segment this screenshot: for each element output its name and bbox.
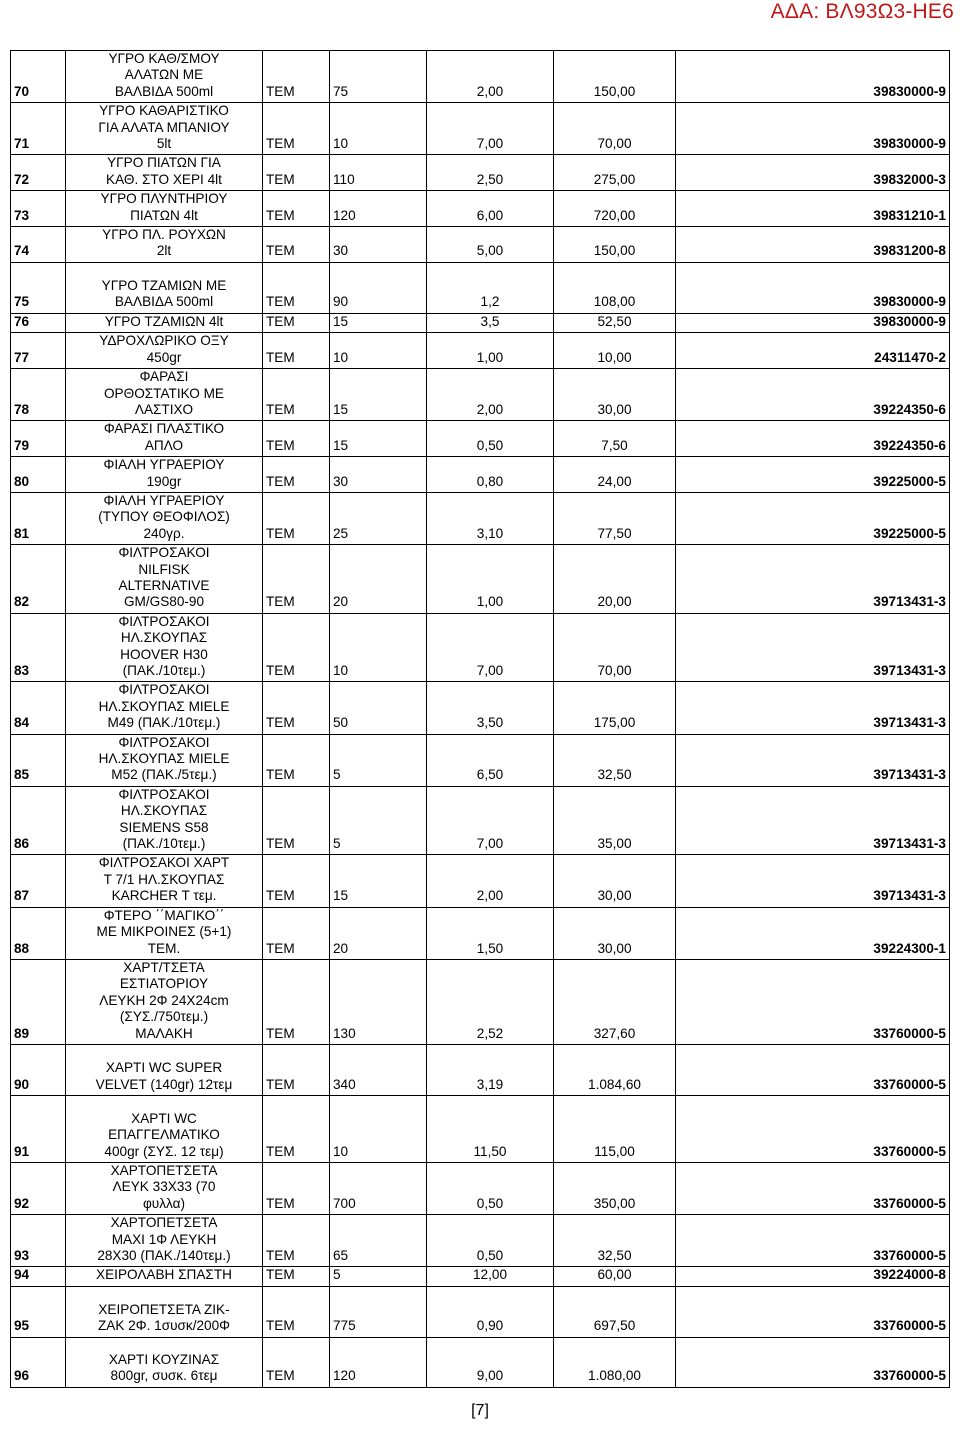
item-description: ΧΑΡΤΙ WC SUPER VELVET (140gr) 12τεμ: [66, 1044, 263, 1095]
row-number: 72: [11, 155, 66, 191]
row-number: 88: [11, 907, 66, 959]
item-unit-price: 9,00: [427, 1337, 554, 1387]
item-quantity: 120: [330, 1337, 427, 1387]
item-description: ΦΙΛΤΡΟΣΑΚΟΙ ΗΛ.ΣΚΟΥΠΑΣ HOOVER H30 (ΠΑΚ./10τεμ.): [66, 613, 263, 682]
table-row: [11, 613, 950, 682]
item-unit: ΤΕΜ: [263, 1215, 330, 1267]
row-number: 89: [11, 959, 66, 1044]
item-cpv-code: 39831200-8: [676, 227, 950, 263]
item-quantity: 110: [330, 155, 427, 191]
row-number: 73: [11, 191, 66, 227]
row-number: 81: [11, 492, 66, 544]
item-description: ΦΑΡΑΣΙ ΠΛΑΣΤΙΚΟ ΑΠΛΟ: [66, 421, 263, 457]
row-number: 74: [11, 227, 66, 263]
page-number: [7]: [471, 1402, 489, 1419]
row-number: 84: [11, 682, 66, 734]
item-unit: ΤΕΜ: [263, 492, 330, 544]
item-quantity: 50: [330, 682, 427, 734]
item-total: 32,50: [554, 1215, 676, 1267]
row-number: 95: [11, 1286, 66, 1337]
item-description: ΦΑΡΑΣΙ ΟΡΘΟΣΤΑΤΙΚΟ ΜΕ ΛΑΣΤΙΧΟ: [66, 369, 263, 421]
table-row: [11, 103, 950, 155]
item-cpv-code: 39225000-5: [676, 492, 950, 544]
item-cpv-code: 39713431-3: [676, 786, 950, 855]
item-total: 1.080,00: [554, 1337, 676, 1387]
item-total: 30,00: [554, 907, 676, 959]
item-quantity: 20: [330, 545, 427, 614]
row-number: 92: [11, 1162, 66, 1214]
table-row: [11, 155, 950, 191]
table-row: [11, 682, 950, 734]
item-quantity: 25: [330, 492, 427, 544]
item-unit: ΤΕΜ: [263, 1286, 330, 1337]
item-unit: ΤΕΜ: [263, 262, 330, 313]
item-description: ΧΑΡΤ/ΤΣΕΤΑ ΕΣΤΙΑΤΟΡΙΟΥ ΛΕΥΚΗ 2Φ 24Χ24cm (ΣΥΣ./750τεμ.) ΜΑΛΑΚΗ: [66, 959, 263, 1044]
item-cpv-code: 39224350-6: [676, 421, 950, 457]
item-unit-price: 5,00: [427, 227, 554, 263]
item-unit: ΤΕΜ: [263, 1337, 330, 1387]
table-row: [11, 1044, 950, 1095]
table-row: [11, 333, 950, 369]
item-cpv-code: 39713431-3: [676, 734, 950, 786]
item-unit-price: 2,00: [427, 855, 554, 907]
item-quantity: 10: [330, 103, 427, 155]
item-total: 70,00: [554, 613, 676, 682]
item-description: ΦΙΛΤΡΟΣΑΚΟΙ NILFISK ALTERNATIVE GM/GS80-90: [66, 545, 263, 614]
item-description: ΦΙΛΤΡΟΣΑΚΟΙ ΗΛ.ΣΚΟΥΠΑΣ SIEMENS S58 (ΠΑΚ./10τεμ.): [66, 786, 263, 855]
item-total: 327,60: [554, 959, 676, 1044]
item-total: 60,00: [554, 1267, 676, 1286]
item-total: 175,00: [554, 682, 676, 734]
item-cpv-code: 33760000-5: [676, 1162, 950, 1214]
item-unit-price: 0,50: [427, 1215, 554, 1267]
row-number: 78: [11, 369, 66, 421]
item-cpv-code: 39713431-3: [676, 613, 950, 682]
item-unit: ΤΕΜ: [263, 907, 330, 959]
row-number: 71: [11, 103, 66, 155]
ada-code: ΑΔΑ: ΒΛ93Ω3-ΗΕ6: [770, 0, 954, 23]
item-description: ΥΓΡΟ ΤΖΑΜΙΩΝ 4lt: [66, 313, 263, 332]
item-unit-price: 1,2: [427, 262, 554, 313]
item-unit-price: 2,52: [427, 959, 554, 1044]
item-unit-price: 3,10: [427, 492, 554, 544]
item-unit: ΤΕΜ: [263, 155, 330, 191]
table-row: [11, 457, 950, 493]
item-total: 115,00: [554, 1095, 676, 1162]
item-unit-price: 2,00: [427, 51, 554, 103]
item-total: 35,00: [554, 786, 676, 855]
item-quantity: 15: [330, 313, 427, 332]
table-row: [11, 1095, 950, 1162]
row-number: 77: [11, 333, 66, 369]
item-unit: ΤΕΜ: [263, 313, 330, 332]
item-unit-price: 12,00: [427, 1267, 554, 1286]
item-unit: ΤΕΜ: [263, 1162, 330, 1214]
item-quantity: 10: [330, 1095, 427, 1162]
table-row: [11, 313, 950, 332]
item-unit: ΤΕΜ: [263, 333, 330, 369]
item-unit: ΤΕΜ: [263, 734, 330, 786]
row-number: 82: [11, 545, 66, 614]
item-unit: ΤΕΜ: [263, 457, 330, 493]
item-unit-price: 3,50: [427, 682, 554, 734]
item-cpv-code: 39225000-5: [676, 457, 950, 493]
item-total: 350,00: [554, 1162, 676, 1214]
item-unit: ΤΕΜ: [263, 1267, 330, 1286]
item-total: 720,00: [554, 191, 676, 227]
item-cpv-code: 33760000-5: [676, 1095, 950, 1162]
item-description: ΧΑΡΤΙ WC ΕΠΑΓΓΕΛΜΑΤΙΚΟ 400gr (ΣΥΣ. 12 τεμ): [66, 1095, 263, 1162]
item-description: ΧΕΙΡΟΛΑΒΗ ΣΠΑΣΤΗ: [66, 1267, 263, 1286]
item-description: ΥΓΡΟ ΚΑΘΑΡΙΣΤΙΚΟ ΓΙΑ ΑΛΑΤΑ ΜΠΑΝΙΟΥ 5lt: [66, 103, 263, 155]
item-unit-price: 0,90: [427, 1286, 554, 1337]
row-number: 85: [11, 734, 66, 786]
item-unit-price: 1,00: [427, 545, 554, 614]
item-total: 30,00: [554, 855, 676, 907]
items-table-body: [11, 51, 950, 1388]
item-cpv-code: 33760000-5: [676, 959, 950, 1044]
item-unit-price: 2,50: [427, 155, 554, 191]
items-table: [10, 50, 950, 1388]
item-unit: ΤΕΜ: [263, 682, 330, 734]
item-cpv-code: 33760000-5: [676, 1044, 950, 1095]
item-unit: ΤΕΜ: [263, 613, 330, 682]
item-unit-price: 0,50: [427, 1162, 554, 1214]
item-cpv-code: 39830000-9: [676, 313, 950, 332]
item-description: ΦΙΑΛΗ ΥΓΡΑΕΡΙΟΥ 190gr: [66, 457, 263, 493]
item-unit: ΤΕΜ: [263, 1044, 330, 1095]
item-unit-price: 6,00: [427, 191, 554, 227]
table-row: [11, 734, 950, 786]
item-cpv-code: 24311470-2: [676, 333, 950, 369]
item-quantity: 30: [330, 457, 427, 493]
item-cpv-code: 33760000-5: [676, 1215, 950, 1267]
item-quantity: 30: [330, 227, 427, 263]
item-total: 108,00: [554, 262, 676, 313]
item-description: ΦΙΛΤΡΟΣΑΚΟΙ ΗΛ.ΣΚΟΥΠΑΣ MIELE M49 (ΠΑΚ./10τεμ.): [66, 682, 263, 734]
item-quantity: 75: [330, 51, 427, 103]
table-row: [11, 1162, 950, 1214]
item-description: ΦΙΛΤΡΟΣΑΚΟΙ ΧΑΡΤ T 7/1 ΗΛ.ΣΚΟΥΠΑΣ KARCHER T τεμ.: [66, 855, 263, 907]
row-number: 90: [11, 1044, 66, 1095]
item-unit: ΤΕΜ: [263, 421, 330, 457]
item-total: 7,50: [554, 421, 676, 457]
table-row: [11, 369, 950, 421]
table-row: [11, 191, 950, 227]
item-unit-price: 7,00: [427, 103, 554, 155]
item-unit: ΤΕΜ: [263, 51, 330, 103]
item-quantity: 90: [330, 262, 427, 313]
item-total: 20,00: [554, 545, 676, 614]
item-quantity: 5: [330, 1267, 427, 1286]
table-row: [11, 907, 950, 959]
item-total: 150,00: [554, 227, 676, 263]
row-number: 80: [11, 457, 66, 493]
table-row: [11, 959, 950, 1044]
item-description: ΦΤΕΡΟ ΄΄ΜΑΓΙΚΟ΄΄ ΜΕ ΜΙΚΡΟΙΝΕΣ (5+1) ΤΕΜ.: [66, 907, 263, 959]
row-number: 70: [11, 51, 66, 103]
item-cpv-code: 39224350-6: [676, 369, 950, 421]
table-row: [11, 1215, 950, 1267]
item-description: ΦΙΛΤΡΟΣΑΚΟΙ ΗΛ.ΣΚΟΥΠΑΣ MIELE M52 (ΠΑΚ./5τεμ.): [66, 734, 263, 786]
item-unit: ΤΕΜ: [263, 103, 330, 155]
item-total: 30,00: [554, 369, 676, 421]
item-total: 32,50: [554, 734, 676, 786]
item-quantity: 10: [330, 613, 427, 682]
item-total: 275,00: [554, 155, 676, 191]
item-total: 24,00: [554, 457, 676, 493]
item-description: ΥΓΡΟ ΠΛΥΝΤΗΡΙΟΥ ΠΙΑΤΩΝ 4lt: [66, 191, 263, 227]
item-unit-price: 1,50: [427, 907, 554, 959]
table-row: [11, 421, 950, 457]
item-description: ΥΓΡΟ ΚΑΘ/ΣΜΟΥ ΑΛΑΤΩΝ ΜΕ ΒΑΛΒΙΔΑ 500ml: [66, 51, 263, 103]
item-total: 1.084,60: [554, 1044, 676, 1095]
row-number: 96: [11, 1337, 66, 1387]
table-row: [11, 227, 950, 263]
table-row: [11, 1267, 950, 1286]
item-cpv-code: 39830000-9: [676, 262, 950, 313]
item-total: 77,50: [554, 492, 676, 544]
item-description: ΥΓΡΟ ΠΛ. ΡΟΥΧΩΝ 2lt: [66, 227, 263, 263]
item-cpv-code: 39830000-9: [676, 103, 950, 155]
item-description: ΥΓΡΟ ΠΙΑΤΩΝ ΓΙΑ ΚΑΘ. ΣΤΟ ΧΕΡΙ 4lt: [66, 155, 263, 191]
row-number: 94: [11, 1267, 66, 1286]
item-cpv-code: 33760000-5: [676, 1337, 950, 1387]
table-row: [11, 855, 950, 907]
table-row: [11, 1286, 950, 1337]
row-number: 93: [11, 1215, 66, 1267]
item-quantity: 15: [330, 369, 427, 421]
item-cpv-code: 39224000-8: [676, 1267, 950, 1286]
item-total: 697,50: [554, 1286, 676, 1337]
item-unit: ΤΕΜ: [263, 227, 330, 263]
table-row: [11, 262, 950, 313]
item-quantity: 15: [330, 421, 427, 457]
item-quantity: 120: [330, 191, 427, 227]
item-cpv-code: 39713431-3: [676, 855, 950, 907]
item-unit-price: 3,19: [427, 1044, 554, 1095]
item-unit-price: 0,80: [427, 457, 554, 493]
item-quantity: 15: [330, 855, 427, 907]
item-quantity: 700: [330, 1162, 427, 1214]
row-number: 79: [11, 421, 66, 457]
item-cpv-code: 39713431-3: [676, 545, 950, 614]
item-unit-price: 3,5: [427, 313, 554, 332]
item-description: ΦΙΑΛΗ ΥΓΡΑΕΡΙΟΥ (ΤΥΠΟΥ ΘΕΟΦΙΛΟΣ) 240γρ.: [66, 492, 263, 544]
item-description: ΥΓΡΟ ΤΖΑΜΙΩΝ ΜΕ ΒΑΛΒΙΔΑ 500ml: [66, 262, 263, 313]
table-row: [11, 786, 950, 855]
row-number: 91: [11, 1095, 66, 1162]
item-quantity: 5: [330, 786, 427, 855]
item-unit-price: 7,00: [427, 613, 554, 682]
item-unit: ΤΕΜ: [263, 855, 330, 907]
item-unit: ΤΕΜ: [263, 545, 330, 614]
item-quantity: 775: [330, 1286, 427, 1337]
table-row: [11, 1337, 950, 1387]
row-number: 75: [11, 262, 66, 313]
item-cpv-code: 33760000-5: [676, 1286, 950, 1337]
item-unit-price: 6,50: [427, 734, 554, 786]
item-unit-price: 0,50: [427, 421, 554, 457]
item-total: 52,50: [554, 313, 676, 332]
item-description: ΧΑΡΤΟΠΕΤΣΕΤΑ ΛΕΥΚ 33Χ33 (70 φυλλα): [66, 1162, 263, 1214]
item-quantity: 20: [330, 907, 427, 959]
item-cpv-code: 39830000-9: [676, 51, 950, 103]
item-description: ΧΑΡΤΟΠΕΤΣΕΤΑ ΜΑΧΙ 1Φ ΛΕΥΚΗ 28Χ30 (ΠΑΚ./140τεμ.): [66, 1215, 263, 1267]
item-quantity: 130: [330, 959, 427, 1044]
item-quantity: 340: [330, 1044, 427, 1095]
item-unit: ΤΕΜ: [263, 191, 330, 227]
item-unit: ΤΕΜ: [263, 959, 330, 1044]
item-total: 10,00: [554, 333, 676, 369]
item-description: ΥΔΡΟΧΛΩΡΙΚΟ ΟΞΥ 450gr: [66, 333, 263, 369]
item-cpv-code: 39713431-3: [676, 682, 950, 734]
item-unit: ΤΕΜ: [263, 1095, 330, 1162]
item-unit: ΤΕΜ: [263, 369, 330, 421]
item-cpv-code: 39831210-1: [676, 191, 950, 227]
item-total: 150,00: [554, 51, 676, 103]
item-cpv-code: 39224300-1: [676, 907, 950, 959]
row-number: 86: [11, 786, 66, 855]
item-unit-price: 1,00: [427, 333, 554, 369]
item-total: 70,00: [554, 103, 676, 155]
table-row: [11, 545, 950, 614]
row-number: 83: [11, 613, 66, 682]
item-quantity: 10: [330, 333, 427, 369]
item-unit-price: 2,00: [427, 369, 554, 421]
item-cpv-code: 39832000-3: [676, 155, 950, 191]
row-number: 76: [11, 313, 66, 332]
item-quantity: 5: [330, 734, 427, 786]
item-unit: ΤΕΜ: [263, 786, 330, 855]
item-description: ΧΑΡΤΙ ΚΟΥΖΙΝΑΣ 800gr, συσκ. 6τεμ: [66, 1337, 263, 1387]
row-number: 87: [11, 855, 66, 907]
item-description: ΧΕΙΡΟΠΕΤΣΕΤΑ ΖΙΚ- ΖΑΚ 2Φ. 1συσκ/200Φ: [66, 1286, 263, 1337]
item-unit-price: 11,50: [427, 1095, 554, 1162]
item-quantity: 65: [330, 1215, 427, 1267]
table-row: [11, 51, 950, 103]
item-unit-price: 7,00: [427, 786, 554, 855]
table-row: [11, 492, 950, 544]
